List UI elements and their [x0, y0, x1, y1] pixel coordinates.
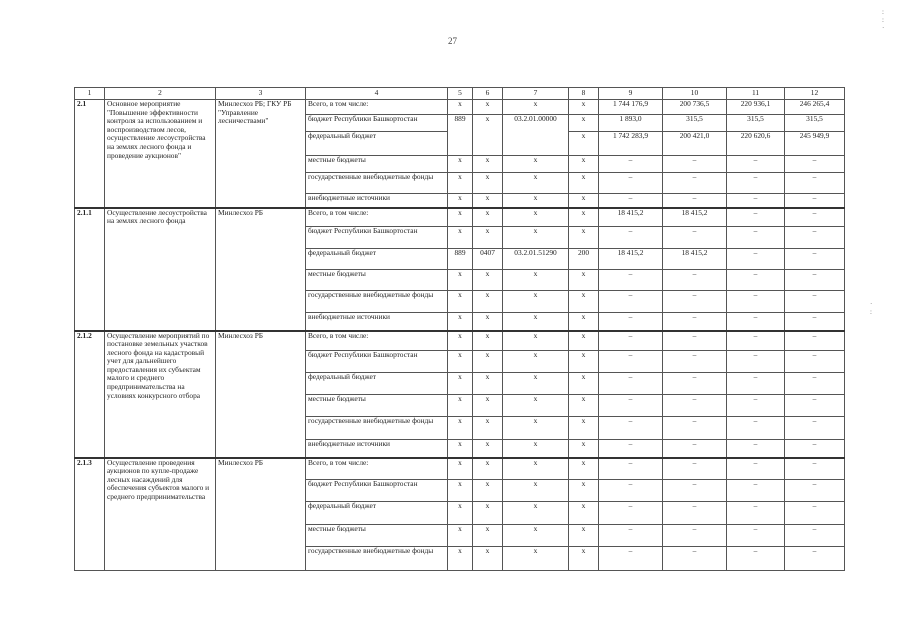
column-header: 4: [306, 88, 448, 100]
col5-code: x: [448, 440, 473, 458]
col6-code: x: [473, 547, 503, 571]
amount-col9: 18 415,2: [599, 208, 663, 227]
col7-code: x: [503, 440, 569, 458]
amount-col12: –: [785, 227, 845, 249]
col8-code: x: [569, 458, 599, 480]
col7-code: 03.2.01.00000: [503, 115, 569, 156]
amount-col10: –: [663, 547, 727, 571]
col6-code: x: [473, 313, 503, 331]
amount-col11: –: [727, 208, 785, 227]
amount-col10: –: [663, 173, 727, 194]
col6-code: x: [473, 173, 503, 194]
funding-source: федеральный бюджет: [306, 249, 448, 270]
item-executor: Минлесхоз РБ: [216, 208, 306, 331]
scan-mark: · :: [870, 300, 873, 316]
col7-code: x: [503, 100, 569, 115]
col8-code: x: [569, 440, 599, 458]
amount-col12: –: [785, 417, 845, 440]
amount-col11: –: [727, 173, 785, 194]
amount-col11: 315,5: [727, 115, 785, 132]
column-header: 7: [503, 88, 569, 100]
amount-col11: –: [727, 525, 785, 547]
funding-source: федеральный бюджет: [306, 373, 448, 395]
amount-col11: 220 936,1: [727, 100, 785, 115]
col7-code: x: [503, 270, 569, 291]
column-header: 2: [105, 88, 216, 100]
col8-code: x: [569, 395, 599, 417]
col6-code: x: [473, 395, 503, 417]
amount-col12: 245 949,9: [785, 132, 845, 156]
amount-col11: –: [727, 227, 785, 249]
col8-code: x: [569, 156, 599, 173]
funding-source: бюджет Республики Башкортостан: [306, 115, 448, 132]
col5-code: x: [448, 331, 473, 351]
amount-col9: 1 893,0: [599, 115, 663, 132]
amount-col11: –: [727, 458, 785, 480]
amount-col9: –: [599, 373, 663, 395]
col7-code: x: [503, 208, 569, 227]
amount-col12: –: [785, 480, 845, 502]
column-header: 9: [599, 88, 663, 100]
amount-col12: –: [785, 458, 845, 480]
amount-col9: –: [599, 395, 663, 417]
col8-code: x: [569, 313, 599, 331]
funding-source: местные бюджеты: [306, 395, 448, 417]
col5-code: x: [448, 373, 473, 395]
header-row: [75, 88, 845, 100]
amount-col9: 1 742 283,9: [599, 132, 663, 156]
col7-code: x: [503, 525, 569, 547]
amount-col9: –: [599, 227, 663, 249]
amount-col12: 315,5: [785, 115, 845, 132]
col7-code: 03.2.01.51290: [503, 249, 569, 270]
col5-code: x: [448, 208, 473, 227]
col8-code: x: [569, 331, 599, 351]
column-header: 10: [663, 88, 727, 100]
funding-source: государственные внебюджетные фонды: [306, 173, 448, 194]
col6-code: x: [473, 291, 503, 313]
col6-code: x: [473, 458, 503, 480]
amount-col12: –: [785, 194, 845, 208]
amount-col10: –: [663, 227, 727, 249]
col6-code: x: [473, 208, 503, 227]
amount-col12: –: [785, 502, 845, 525]
col6-code: 0407: [473, 249, 503, 270]
col8-code: 200: [569, 249, 599, 270]
budget-table: [74, 87, 845, 571]
col8-code: x: [569, 173, 599, 194]
amount-col12: –: [785, 547, 845, 571]
amount-col10: 18 415,2: [663, 249, 727, 270]
col5-code: 889: [448, 249, 473, 270]
amount-col10: 18 415,2: [663, 208, 727, 227]
column-header: 6: [473, 88, 503, 100]
col7-code: x: [503, 502, 569, 525]
amount-col10: –: [663, 373, 727, 395]
column-header: 1: [75, 88, 105, 100]
col8-code: x: [569, 547, 599, 571]
amount-col11: –: [727, 331, 785, 351]
col5-code: x: [448, 227, 473, 249]
amount-col11: –: [727, 156, 785, 173]
col7-code: x: [503, 417, 569, 440]
col8-code: x: [569, 100, 599, 115]
col6-code: x: [473, 440, 503, 458]
funding-source: Всего, в том числе:: [306, 100, 448, 115]
amount-col10: –: [663, 313, 727, 331]
amount-col10: 200 421,0: [663, 132, 727, 156]
amount-col9: –: [599, 525, 663, 547]
amount-col11: –: [727, 373, 785, 395]
col5-code: x: [448, 313, 473, 331]
amount-col11: –: [727, 395, 785, 417]
page-number: 27: [448, 36, 457, 46]
col8-code: x: [569, 194, 599, 208]
col8-code: x: [569, 208, 599, 227]
amount-col9: –: [599, 331, 663, 351]
col7-code: x: [503, 291, 569, 313]
col5-code: 889: [448, 115, 473, 156]
funding-source: Всего, в том числе:: [306, 458, 448, 480]
amount-col9: 18 415,2: [599, 249, 663, 270]
funding-source: внебюджетные источники: [306, 313, 448, 331]
amount-col12: –: [785, 156, 845, 173]
col8-code: x: [569, 480, 599, 502]
amount-col12: –: [785, 270, 845, 291]
amount-col9: –: [599, 417, 663, 440]
col6-code: x: [473, 227, 503, 249]
funding-source: внебюджетные источники: [306, 440, 448, 458]
col6-code: x: [473, 331, 503, 351]
col7-code: x: [503, 194, 569, 208]
table-row: [75, 458, 845, 480]
funding-source: федеральный бюджет: [306, 132, 448, 156]
col6-code: x: [473, 351, 503, 373]
amount-col10: 200 736,5: [663, 100, 727, 115]
col8-code: x: [569, 525, 599, 547]
amount-col10: 315,5: [663, 115, 727, 132]
col5-code: x: [448, 270, 473, 291]
column-header: 12: [785, 88, 845, 100]
column-header: 8: [569, 88, 599, 100]
col6-code: x: [473, 480, 503, 502]
funding-source: бюджет Республики Башкортостан: [306, 480, 448, 502]
funding-source: местные бюджеты: [306, 156, 448, 173]
amount-col12: –: [785, 173, 845, 194]
amount-col11: –: [727, 502, 785, 525]
col8-code: x: [569, 417, 599, 440]
item-name: Основное мероприятие "Повышение эффективности контроля за использованием и воспроизводством лесов, осуществление лесоустройства на землях лесного фонда и проведение аукционов": [105, 100, 216, 208]
col5-code: x: [448, 173, 473, 194]
item-number: 2.1.1: [75, 208, 105, 331]
col5-code: x: [448, 502, 473, 525]
amount-col9: –: [599, 502, 663, 525]
amount-col11: –: [727, 194, 785, 208]
col7-code: x: [503, 395, 569, 417]
col7-code: x: [503, 547, 569, 571]
amount-col10: –: [663, 525, 727, 547]
amount-col11: –: [727, 270, 785, 291]
col7-code: x: [503, 458, 569, 480]
amount-col10: –: [663, 480, 727, 502]
funding-source: федеральный бюджет: [306, 502, 448, 525]
amount-col12: –: [785, 373, 845, 395]
col6-code: x: [473, 194, 503, 208]
table-row: [75, 208, 845, 227]
amount-col9: –: [599, 156, 663, 173]
amount-col10: –: [663, 156, 727, 173]
amount-col12: –: [785, 525, 845, 547]
col6-code: x: [473, 417, 503, 440]
amount-col12: –: [785, 291, 845, 313]
amount-col9: –: [599, 313, 663, 331]
funding-source: местные бюджеты: [306, 270, 448, 291]
item-name: Осуществление проведения аукционов по купле-продаже лесных насаждений для обеспечения субъектов малого и среднего предпринимательства: [105, 458, 216, 571]
col7-code: x: [503, 480, 569, 502]
item-number: 2.1: [75, 100, 105, 208]
amount-col10: –: [663, 502, 727, 525]
col8-code: x: [569, 115, 599, 132]
col7-code: x: [503, 331, 569, 351]
table-row: [75, 100, 845, 115]
col5-code: x: [448, 194, 473, 208]
col5-code: x: [448, 458, 473, 480]
col6-code: x: [473, 100, 503, 115]
col8-code: x: [569, 291, 599, 313]
amount-col12: –: [785, 208, 845, 227]
amount-col11: 220 620,6: [727, 132, 785, 156]
amount-col10: –: [663, 270, 727, 291]
amount-col9: –: [599, 291, 663, 313]
amount-col9: –: [599, 440, 663, 458]
amount-col11: –: [727, 249, 785, 270]
item-number: 2.1.3: [75, 458, 105, 571]
amount-col10: –: [663, 458, 727, 480]
col7-code: x: [503, 156, 569, 173]
col8-code: x: [569, 502, 599, 525]
col5-code: x: [448, 100, 473, 115]
funding-source: внебюджетные источники: [306, 194, 448, 208]
amount-col9: –: [599, 351, 663, 373]
funding-source: местные бюджеты: [306, 525, 448, 547]
amount-col9: –: [599, 458, 663, 480]
col8-code: x: [569, 227, 599, 249]
amount-col9: –: [599, 173, 663, 194]
col6-code: x: [473, 115, 503, 156]
item-executor: Минлесхоз РБ: [216, 331, 306, 458]
funding-source: Всего, в том числе:: [306, 208, 448, 227]
amount-col11: –: [727, 351, 785, 373]
funding-source: государственные внебюджетные фонды: [306, 417, 448, 440]
funding-source: бюджет Республики Башкортостан: [306, 351, 448, 373]
amount-col12: –: [785, 440, 845, 458]
item-executor: Минлесхоз РБ: [216, 458, 306, 571]
funding-source: бюджет Республики Башкортостан: [306, 227, 448, 249]
col5-code: x: [448, 417, 473, 440]
funding-source: государственные внебюджетные фонды: [306, 547, 448, 571]
amount-col9: 1 744 176,9: [599, 100, 663, 115]
col5-code: x: [448, 525, 473, 547]
col6-code: x: [473, 270, 503, 291]
col6-code: x: [473, 525, 503, 547]
funding-source: государственные внебюджетные фонды: [306, 291, 448, 313]
col7-code: x: [503, 351, 569, 373]
amount-col10: –: [663, 395, 727, 417]
amount-col10: –: [663, 351, 727, 373]
amount-col12: –: [785, 351, 845, 373]
amount-col11: –: [727, 480, 785, 502]
scan-mark: : : ·: [882, 8, 885, 32]
amount-col11: –: [727, 440, 785, 458]
col6-code: x: [473, 502, 503, 525]
funding-source: Всего, в том числе:: [306, 331, 448, 351]
amount-col11: –: [727, 417, 785, 440]
col7-code: x: [503, 227, 569, 249]
column-header: 3: [216, 88, 306, 100]
amount-col10: –: [663, 440, 727, 458]
col6-code: x: [473, 156, 503, 173]
column-header: 5: [448, 88, 473, 100]
amount-col10: –: [663, 291, 727, 313]
col8-code: x: [569, 132, 599, 156]
col8-code: x: [569, 351, 599, 373]
col5-code: x: [448, 480, 473, 502]
item-number: 2.1.2: [75, 331, 105, 458]
amount-col10: –: [663, 331, 727, 351]
col8-code: x: [569, 270, 599, 291]
amount-col9: –: [599, 194, 663, 208]
amount-col11: –: [727, 313, 785, 331]
item-name: Осуществление лесоустройства на землях лесного фонда: [105, 208, 216, 331]
column-header: 11: [727, 88, 785, 100]
amount-col11: –: [727, 291, 785, 313]
col5-code: x: [448, 351, 473, 373]
col5-code: x: [448, 547, 473, 571]
amount-col12: –: [785, 395, 845, 417]
table-row: [75, 331, 845, 351]
col8-code: x: [569, 373, 599, 395]
amount-col10: –: [663, 417, 727, 440]
amount-col9: –: [599, 480, 663, 502]
col7-code: x: [503, 173, 569, 194]
amount-col9: –: [599, 270, 663, 291]
amount-col10: –: [663, 194, 727, 208]
amount-col12: –: [785, 313, 845, 331]
amount-col12: –: [785, 331, 845, 351]
col7-code: x: [503, 373, 569, 395]
col5-code: x: [448, 156, 473, 173]
col6-code: x: [473, 373, 503, 395]
item-executor: Минлесхоз РБ; ГКУ РБ "Управление лесничествами": [216, 100, 306, 208]
item-name: Осуществление мероприятий по постановке земельных участков лесного фонда на кадастровый учет для дальнейшего предоставления их субъектам малого и среднего предпринимательства на условиях конкурсного отбора: [105, 331, 216, 458]
amount-col11: –: [727, 547, 785, 571]
col5-code: x: [448, 395, 473, 417]
amount-col12: –: [785, 249, 845, 270]
amount-col12: 246 265,4: [785, 100, 845, 115]
col7-code: x: [503, 313, 569, 331]
col5-code: x: [448, 291, 473, 313]
amount-col9: –: [599, 547, 663, 571]
